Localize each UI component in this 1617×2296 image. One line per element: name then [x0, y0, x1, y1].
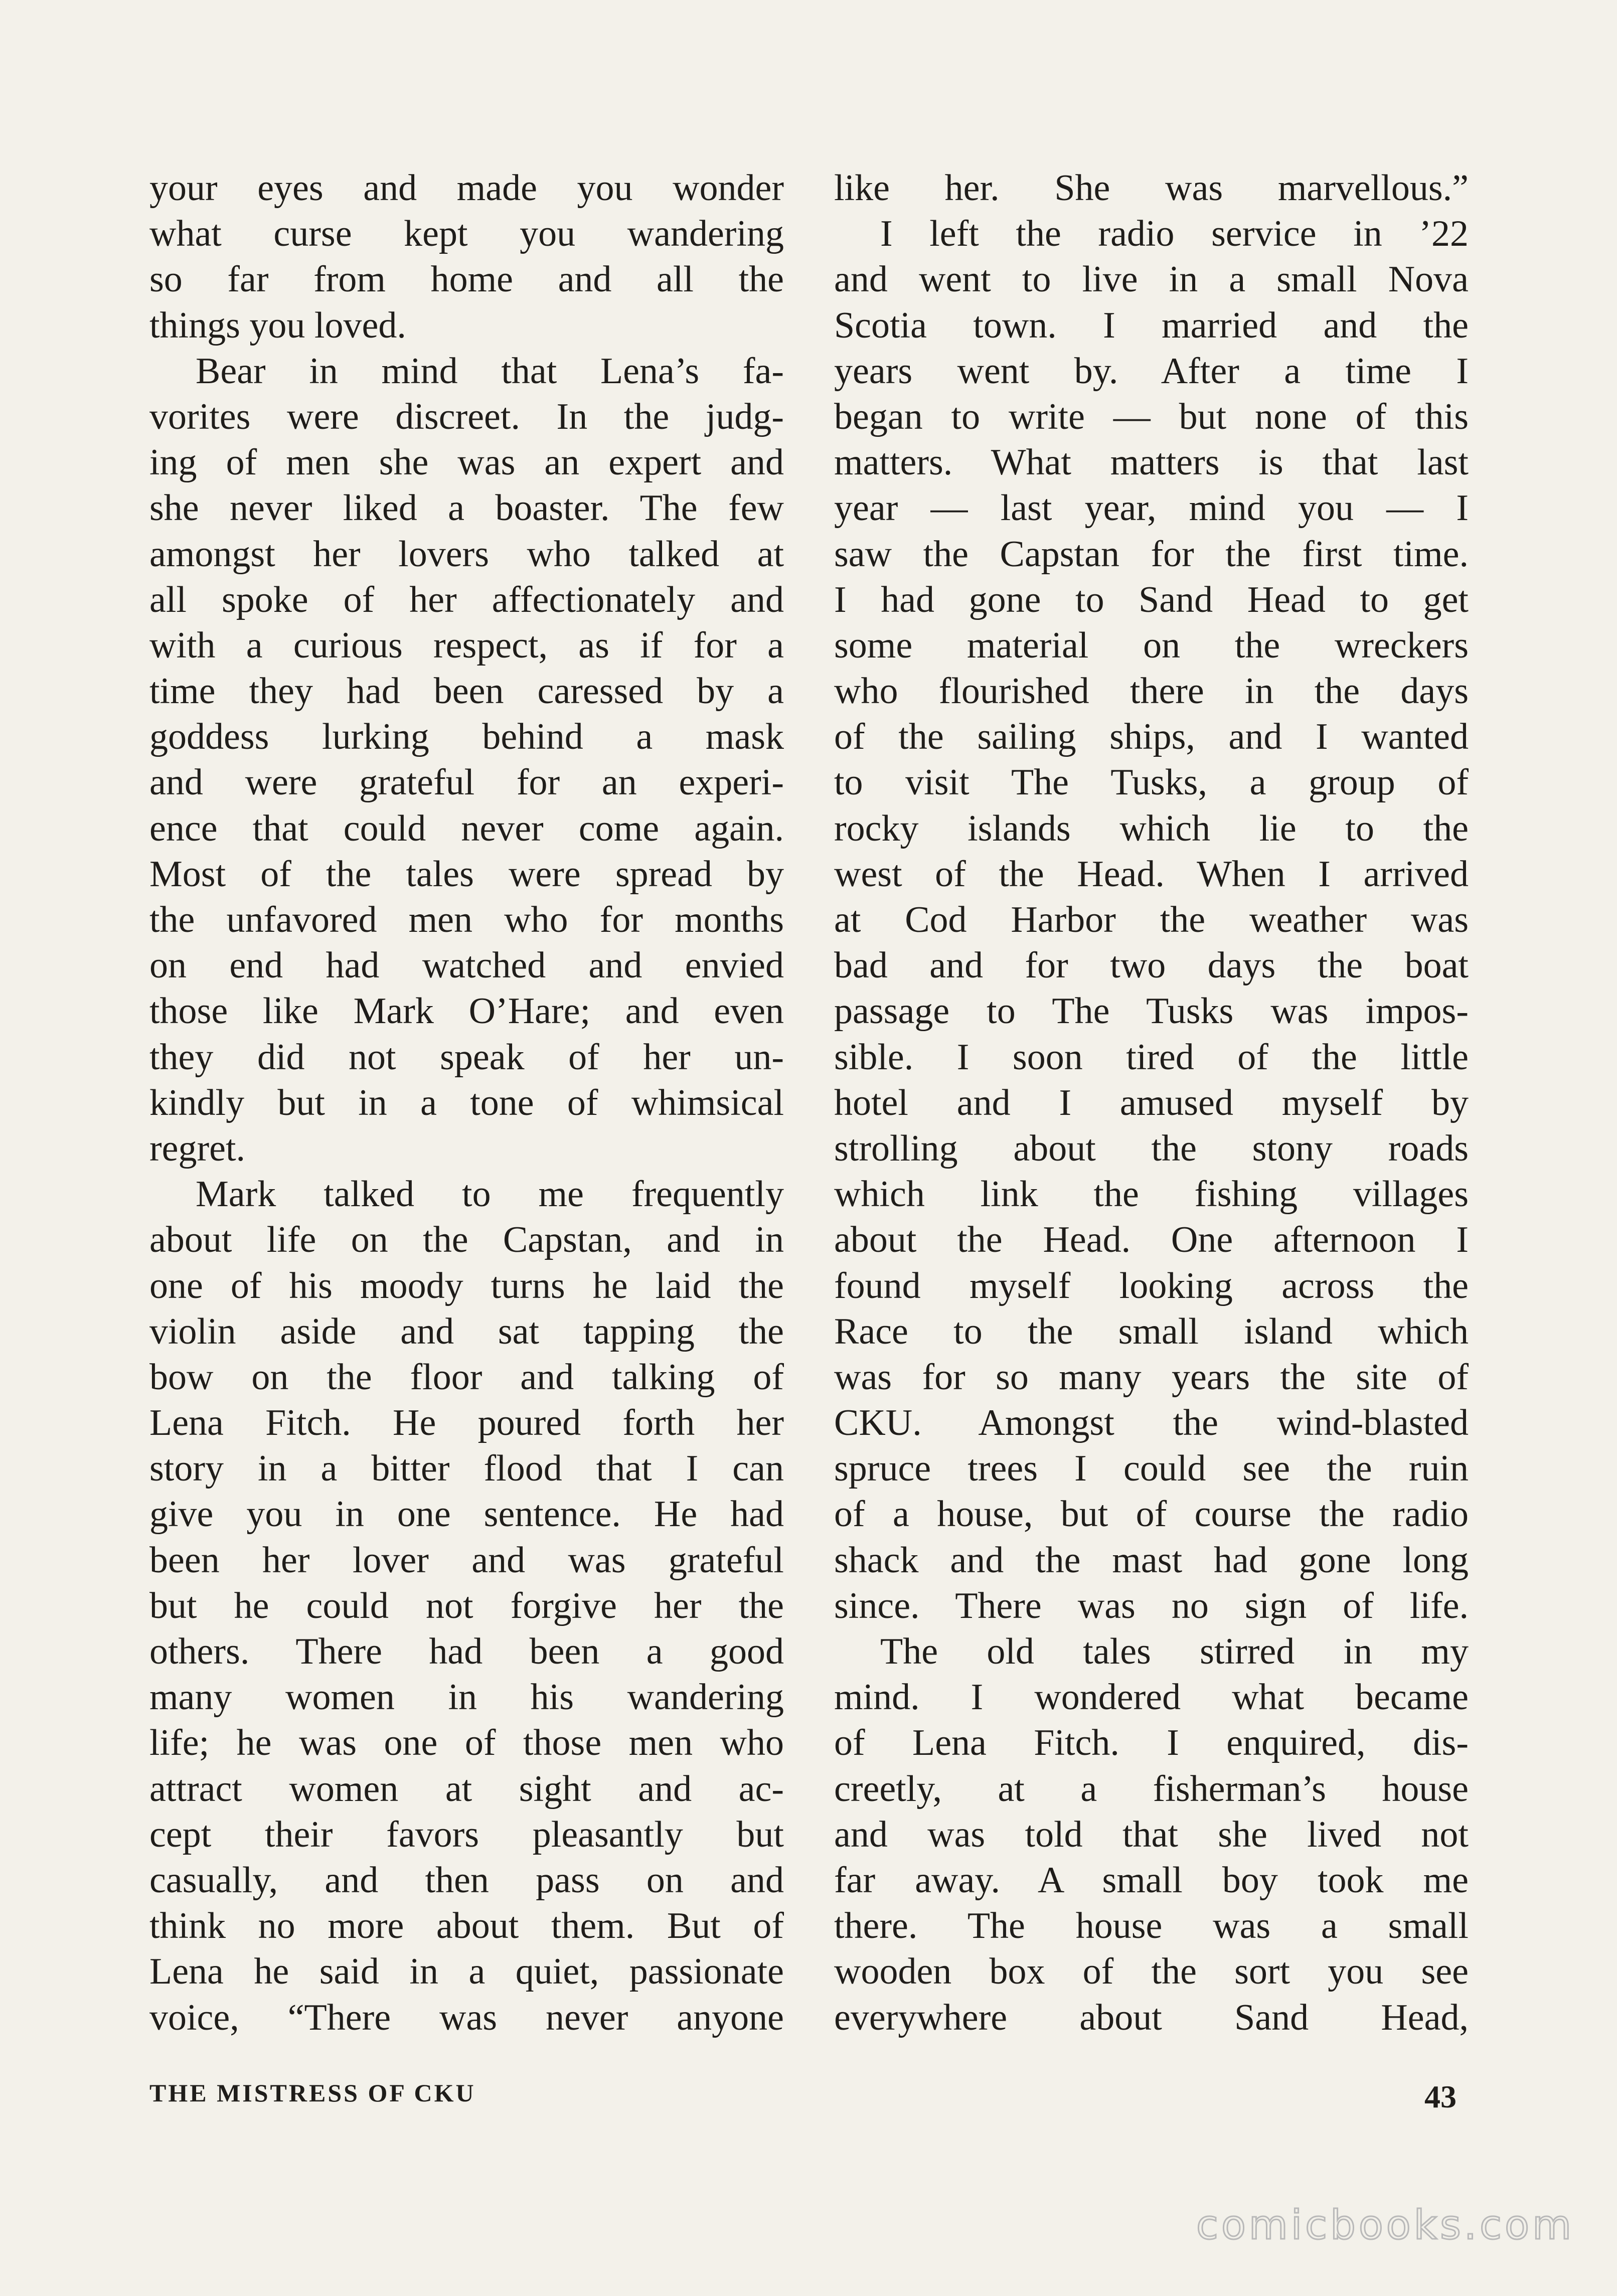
text-line: she never liked a boaster. The few: [149, 487, 784, 529]
text-line: Scotia town. I married and the: [834, 304, 1469, 346]
text-line: spruce trees I could see the ruin: [834, 1448, 1469, 1490]
text-line: ence that could never come again.: [149, 807, 784, 849]
text-line: Bear in mind that Lena’s fa-: [196, 350, 784, 392]
text-line: all spoke of her affectionately and: [149, 579, 784, 620]
text-line: they did not speak of her un-: [149, 1036, 784, 1078]
text-line: Race to the small island which: [834, 1310, 1469, 1352]
text-line: west of the Head. When I arrived: [834, 853, 1469, 895]
text-line: regret.: [149, 1127, 246, 1169]
text-line: about life on the Capstan, and in: [149, 1219, 784, 1261]
text-line: voice, “There was never anyone: [149, 1997, 784, 2038]
text-line: of a house, but of course the radio: [834, 1494, 1469, 1535]
text-line: Lena he said in a quiet, passionate: [149, 1951, 784, 1993]
text-line: strolling about the stony roads: [834, 1127, 1469, 1169]
text-line: think no more about them. But of: [149, 1905, 784, 1947]
left-text-column: [149, 166, 784, 2041]
text-line: found myself looking across the: [834, 1265, 1469, 1306]
text-line: began to write — but none of this: [834, 396, 1469, 437]
text-line: and were grateful for an experi-: [149, 762, 784, 803]
page-number: 43: [1424, 2079, 1457, 2114]
text-line: violin aside and sat tapping the: [149, 1310, 784, 1352]
text-line: Mark talked to me frequently: [196, 1174, 784, 1215]
text-line: of Lena Fitch. I enquired, dis-: [834, 1722, 1469, 1764]
text-line: bow on the floor and talking of: [149, 1356, 784, 1398]
text-line: passage to The Tusks was impos-: [834, 991, 1469, 1032]
text-line: creetly, at a fisherman’s house: [834, 1768, 1469, 1810]
text-line: some material on the wreckers: [834, 624, 1469, 666]
text-line: matters. What matters is that last: [834, 442, 1469, 483]
text-line: many women in his wandering: [149, 1677, 784, 1718]
text-line: rocky islands which lie to the: [834, 807, 1469, 849]
right-text-column: [834, 166, 1469, 2041]
text-line: those like Mark O’Hare; and even: [149, 991, 784, 1032]
text-line: sible. I soon tired of the little: [834, 1036, 1469, 1078]
text-line: like her. She was marvellous.”: [834, 168, 1469, 209]
text-line: goddess lurking behind a mask: [149, 716, 784, 758]
text-line: with a curious respect, as if for a: [149, 624, 784, 666]
text-line: kindly but in a tone of whimsical: [149, 1082, 784, 1123]
text-line: Most of the tales were spread by: [149, 853, 784, 895]
text-line: mind. I wondered what became: [834, 1677, 1469, 1718]
text-line: hotel and I amused myself by: [834, 1082, 1469, 1123]
text-line: been her lover and was grateful: [149, 1539, 784, 1581]
text-line: so far from home and all the: [149, 259, 784, 300]
running-footer-title: THE MISTRESS OF CKU: [149, 2079, 476, 2107]
text-line: everywhere about Sand Head,: [834, 1997, 1469, 2038]
text-line: what curse kept you wandering: [149, 213, 784, 255]
text-line: attract women at sight and ac-: [149, 1768, 784, 1810]
text-line: vorites were discreet. In the judg-: [149, 396, 784, 437]
text-line: which link the fishing villages: [834, 1174, 1469, 1215]
text-line: on end had watched and envied: [149, 945, 784, 987]
text-line: others. There had been a good: [149, 1631, 784, 1672]
text-line: Lena Fitch. He poured forth her: [149, 1402, 784, 1444]
text-line: I had gone to Sand Head to get: [834, 579, 1469, 620]
watermark-logo: comicbooks.com: [1196, 2202, 1575, 2248]
text-line: far away. A small boy took me: [834, 1859, 1469, 1901]
text-line: your eyes and made you wonder: [149, 168, 784, 209]
text-line: life; he was one of those men who: [149, 1722, 784, 1764]
text-line: year — last year, mind you — I: [834, 487, 1469, 529]
text-line: of the sailing ships, and I wanted: [834, 716, 1469, 758]
text-line: the unfavored men who for months: [149, 899, 784, 940]
text-line: casually, and then pass on and: [149, 1859, 784, 1901]
text-line: cept their favors pleasantly but: [149, 1814, 784, 1855]
text-line: things you loved.: [149, 304, 406, 346]
text-line: there. The house was a small: [834, 1905, 1469, 1947]
text-line: wooden box of the sort you see: [834, 1951, 1469, 1993]
text-line: give you in one sentence. He had: [149, 1494, 784, 1535]
text-line: story in a bitter flood that I can: [149, 1448, 784, 1490]
text-line: ing of men she was an expert and: [149, 442, 784, 483]
text-line: about the Head. One afternoon I: [834, 1219, 1469, 1261]
text-line: who flourished there in the days: [834, 671, 1469, 712]
text-line: was for so many years the site of: [834, 1356, 1469, 1398]
text-line: The old tales stirred in my: [880, 1631, 1469, 1672]
text-line: bad and for two days the boat: [834, 945, 1469, 987]
text-line: amongst her lovers who talked at: [149, 533, 784, 575]
text-line: CKU. Amongst the wind-blasted: [834, 1402, 1469, 1444]
text-line: and was told that she lived not: [834, 1814, 1469, 1855]
text-line: one of his moody turns he laid the: [149, 1265, 784, 1306]
text-line: shack and the mast had gone long: [834, 1539, 1469, 1581]
text-line: years went by. After a time I: [834, 350, 1469, 392]
text-line: I left the radio service in ’22: [880, 213, 1469, 255]
text-line: time they had been caressed by a: [149, 671, 784, 712]
text-line: and went to live in a small Nova: [834, 259, 1469, 300]
text-line: but he could not forgive her the: [149, 1585, 784, 1626]
text-line: to visit The Tusks, a group of: [834, 762, 1469, 803]
text-line: saw the Capstan for the first time.: [834, 533, 1469, 575]
text-line: at Cod Harbor the weather was: [834, 899, 1469, 940]
text-line: since. There was no sign of life.: [834, 1585, 1469, 1626]
